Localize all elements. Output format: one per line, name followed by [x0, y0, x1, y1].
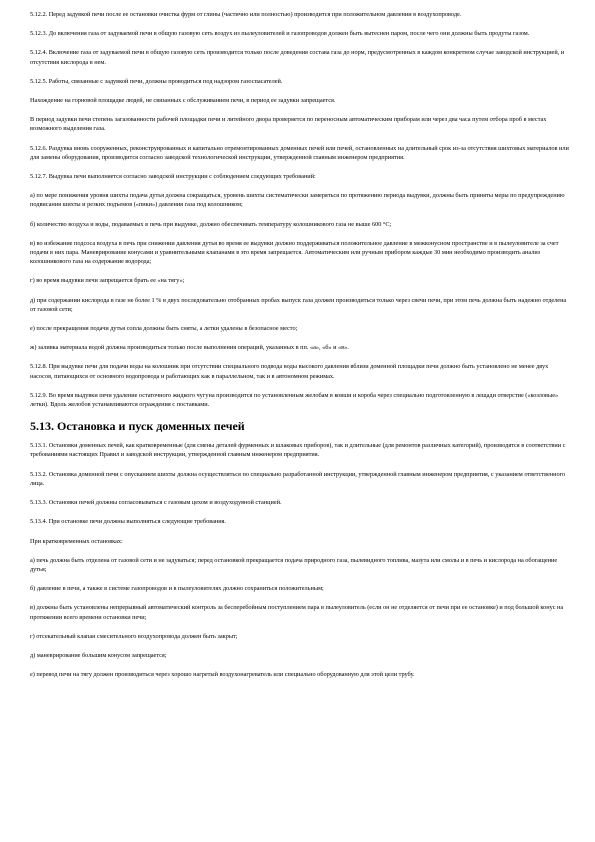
paragraph: Нахождение на горновой площадке людей, не связанных с обслуживанием печи, в период ее задувки запрещается.	[30, 97, 336, 105]
paragraph: б) давление в печи, а также в системе газопроводов и в пылеуловителях должно сохраниться положительным;	[30, 585, 324, 593]
paragraph: 5.12.4. Включение газа от задуваемой печи в общую газовую сеть производится только после доведения состава газа до норм, предусмотренных в каждом конкретном случае заводской инструкцией, и отсутствия кислорода в нем.	[30, 49, 565, 66]
paragraph: В период задувки печи степень загазованности рабочей площадки печи и литейного двора проверяется по переносным автоматическим приборам или через два часа путем отбора проб в местах возможного выделения газа.	[30, 116, 547, 133]
paragraph: а) по мере понижения уровня шихты подача дутья должна сокращаться, уровень шихты систематически замеряться по протяжению периода выдувки, должны быть приняты меры по предупреждению подвисания шихты и резких подъемов («пики») давления газа под колошником;	[30, 192, 565, 209]
paragraph: 5.12.7. Выдувка печи выполняется согласно заводской инструкции с соблюдением следующих требований:	[30, 173, 316, 181]
paragraph: г) отсекательный клапан смесительного воздухопровода должен быть закрыт;	[30, 632, 238, 640]
paragraph: 5.12.3. До включения газа от задуваемой печи в общую газовую сеть воздух из пылеуловителей и газопроводов должен быть вытеснен паром, после чего они должны быть продуты газом.	[30, 30, 530, 38]
paragraph: 5.12.9. Во время выдувки печи удаление остаточного жидкого чугуна производится по установленным желобам в ковши и короба через специально подготовленную в лещади отверстие («козловые» летки). Вдоль желобов устанавливаются ограждения с поставками.	[30, 391, 559, 409]
section-heading: 5.13. Остановка и пуск доменных печей	[30, 419, 245, 434]
paragraph: в) во избежание подсоса воздуха в печь при снижении давления дутья во время ее выдувки должно поддерживаться положительное давление в межконусном пространстве и в пылеуловителе за счет подачи в них пара. Маневрирование конусами и уравнительными клапанами в это время запрещается. Автоматическим или ручным прибором каждые 30 мин необходимо производить анализ колошникового газа на содержание водорода;	[30, 239, 559, 266]
paragraph: 5.13.2. Остановка доменной печи с опусканием шихты должна осуществляться по специально разработанной инструкции, утвержденной главным инженером предприятия, с указанием ответственного лица.	[30, 470, 566, 487]
paragraph: ж) заливка материала водой должна производиться только после выполнения операций, указанных в пп. «а», «б» и «в».	[30, 344, 349, 352]
paragraph: 5.13.4. При остановке печи должны выполняться следующие требования.	[30, 518, 226, 526]
paragraph: е) после прекращения подачи дутья сопла должны быть сняты, а летки удалены в безопасное место;	[30, 325, 298, 333]
paragraph: е) перевод печи на тягу должен производиться через хорошо нагретый воздухонагреватель или специально оборудованную для этой цели трубу.	[30, 671, 415, 679]
paragraph: При кратковременных остановках:	[30, 537, 123, 545]
paragraph: 5.13.3. Остановки печей должны согласовываться с газовым цехом и воздуходувной станцией.	[30, 499, 282, 507]
paragraph: б) количество воздуха и воды, подаваемых в печь при выдувке, должно обеспечивать температуру колошникового газа не выше 600 °C;	[30, 220, 392, 228]
paragraph: 5.12.2. Перед задувкой печи после ее остановки очистка фурм от глины (частично или полностью) производится при положительном давлении в воздухопроводе.	[30, 11, 462, 18]
paragraph: 5.12.5. Работы, связанные с задувкой печи, должны проводиться под надзором газоспасателей.	[30, 77, 283, 85]
paragraph: 5.12.6. Раздувка вновь сооруженных, реконструированных и капитально отремонтированных доменных печей или печей, остановленных на длительный срок из-за отсутствия шихтовых материалов или для замены оборудования, производится согласно заводской технологической инструкции, утвержденной главным инженером предприятия.	[30, 144, 569, 161]
paragraph: а) печь должна быть отделена от газовой сети и не задуваться; перед остановкой прекращается подача природного газа, пылевидного топлива, мазута или смолы и в печь и кислорода на обогащение дутья;	[30, 556, 558, 573]
section-5-13-body	[30, 441, 570, 679]
section-5-12-body	[30, 10, 570, 409]
paragraph: д) при содержании кислорода в газе не более 1 % в двух последовательно отобранных пробах выпуск газа должен производиться только через свечи печи, при этом печь должна быть надежно отделена от газовой сети;	[30, 296, 567, 313]
paragraph: 5.12.8. При выдувке печи для подачи воды на колошник при отсутствии специального подвода воды высокого давления вблизи доменной площадки печи должно быть установлено не менее двух насосов, питающихся от основного водопровода и работающих как в параллельном, так и в автономном режимах.	[30, 363, 549, 380]
paragraph: г) во время выдувки печи запрещается брать ее «на тягу»;	[30, 277, 185, 285]
paragraph: в) должны быть установлены непрерывный автоматический контроль за бесперебойным поступлением пара в пылеуловитель (если он не отделяется от печи при ее остановке) и под большой конус на протяжении всего времени остановки печи;	[30, 604, 564, 621]
paragraph: 5.13.1. Остановки доменных печей, как кратковременные (для смены деталей фурменных и шлаковых приборов), так и длительные (для ремонтов различных категорий), производятся в соответствии с требованиями настоящих Правил и заводской инструкции, утвержденной главным инженером предприятия.	[30, 442, 566, 459]
document-page	[30, 10, 570, 689]
paragraph: д) маневрирование большим конусом запрещается;	[30, 651, 167, 659]
